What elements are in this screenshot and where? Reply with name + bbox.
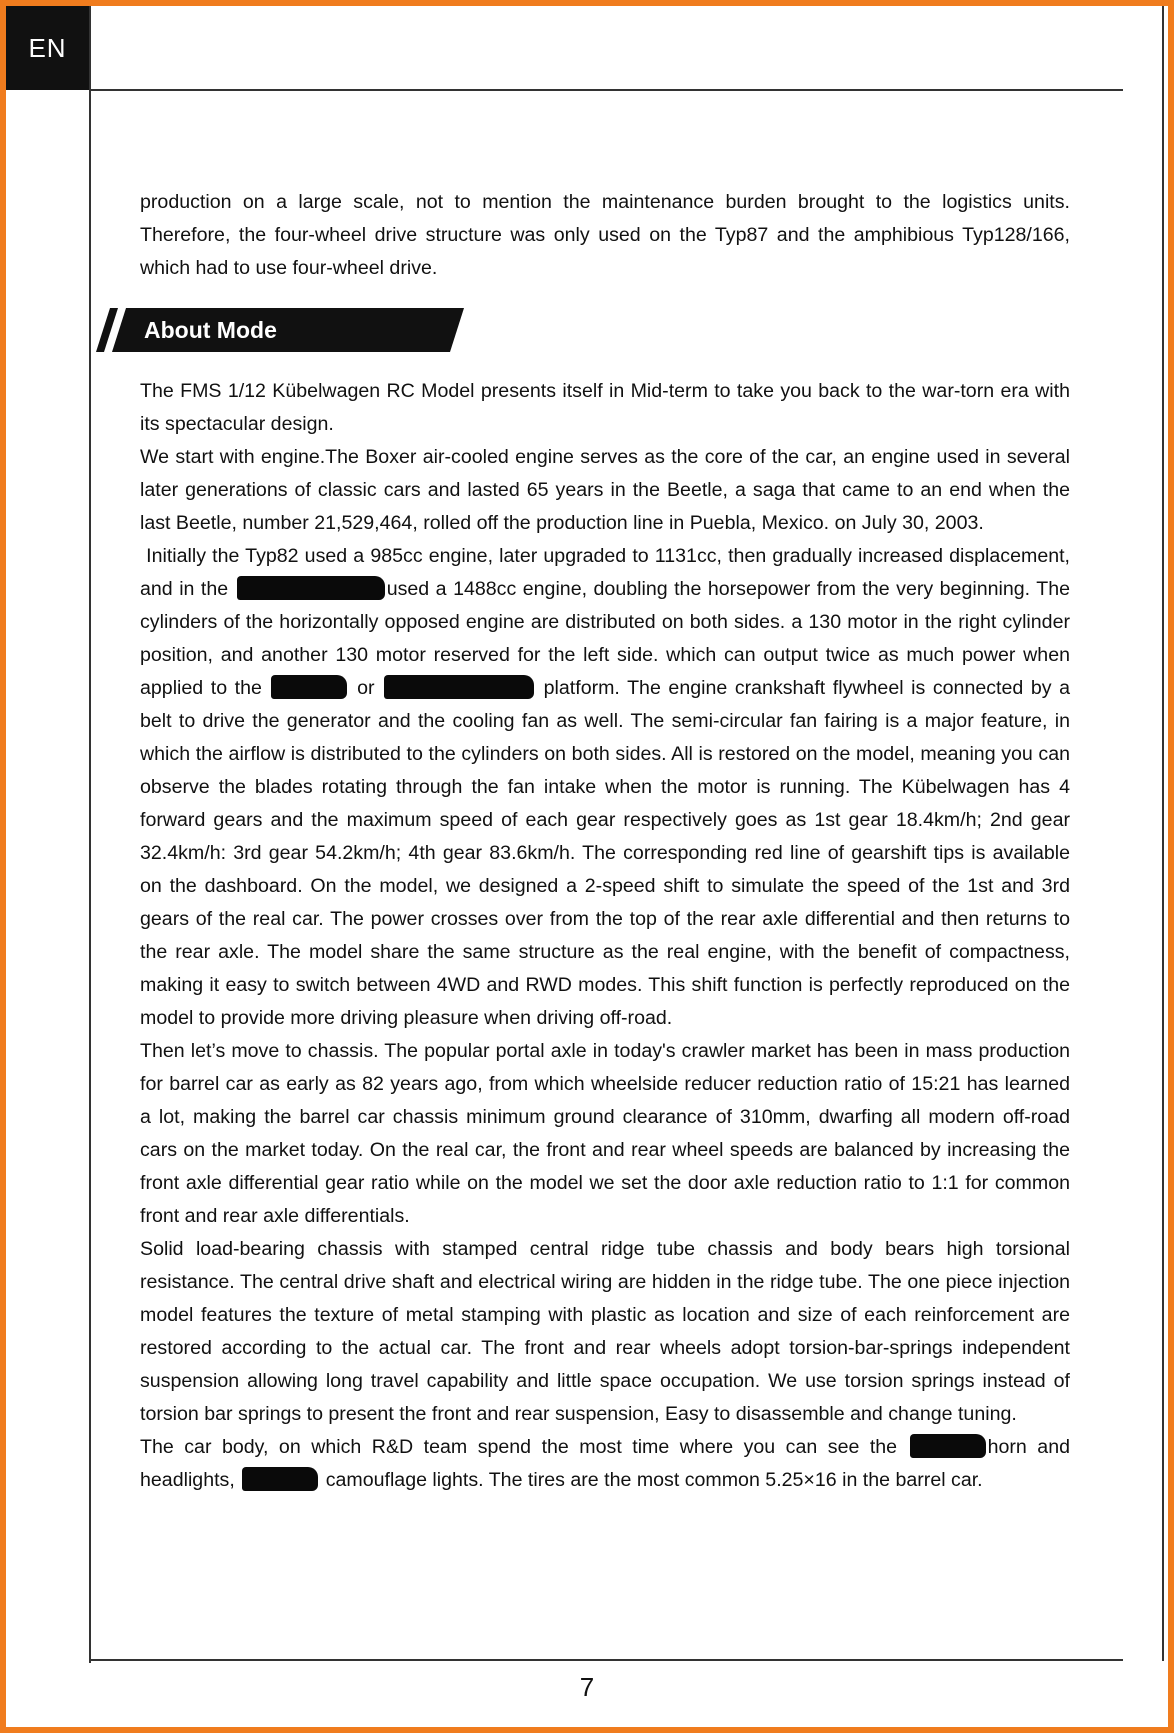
text-run: The car body, on which R&D team spend the most time where you can see the (140, 1436, 898, 1458)
redaction-mark (237, 576, 385, 600)
text-run: camouflage lights. The tires are the most common 5.25×16 in the barrel car. (325, 1469, 983, 1491)
text-run: platform. The engine crankshaft flywheel is connected by a belt to drive the generator and the cooling fan as well. The semi-circular fan fairing is a major feature, in which the airflow is distributed to the cylinders on both sides. All is restored on the model, meaning you can observe the blades rotating through the fan intake when the motor is running. The Kübelwagen has 4 forward gears and the maximum speed of each gear respectively goes as 1st gear 18.4km/h; 2nd gear 32.4km/h: 3rd gear 54.2km/h; 4th gear 83.6km/h. The corresponding red line of gearshift tips is available on the dashboard. On the model, we designed a 2-speed shift to simulate the speed of the 1st and 3rd gears of the real car. The power crosses over from the top of the rear axle differential and then returns to the rear axle. The model share the same structure as the real engine, with the benefit of compactness, making it easy to switch between 4WD and RWD modes. This shift function is perfectly reproduced on the model to provide more driving pleasure when driving off-road. (140, 677, 1070, 1029)
body-paragraph: Then let’s move to chassis. The popular portal axle in today's crawler market has been in mass production for barrel car as early as 82 years ago, from which wheelside reducer reduction ratio of 15:21 has learned a lot, making the barrel car chassis minimum ground clearance of 310mm, dwarfing all modern off-road cars on the market today. On the real car, the front and rear wheel speeds are balanced by increasing the front axle differential gear ratio while on the model we set the door axle reduction ratio to 1:1 for common front and rear axle differentials. (140, 1040, 1070, 1227)
redaction-mark (384, 675, 534, 699)
body-paragraph (140, 540, 1070, 1035)
language-tab: EN (6, 6, 89, 90)
header-rule (89, 89, 1123, 91)
page-number: 7 (579, 1672, 595, 1702)
left-rule (89, 6, 91, 1663)
redaction-mark (242, 1467, 318, 1491)
body-paragraph: Solid load-bearing chassis with stamped central ridge tube chassis and body bears high torsional resistance. The central drive shaft and electrical wiring are hidden in the ridge tube. The one piece injection model features the texture of metal stamping with plastic as location and size of each reinforcement are restored according to the actual car. The front and rear wheels adopt torsion-bar-springs independent suspension allowing long travel capability and little space occupation. We use torsion springs instead of torsion bar springs to present the front and rear suspension, Easy to disassemble and change tuning. (140, 1238, 1070, 1425)
section-heading (96, 308, 464, 352)
text-run: used a 1488cc engine, doubling the horsepower from the very beginning. The cylinders of the horizontally opposed engine are distributed on both sides. a 130 motor in the right cylinder position, and another 130 motor reserved for the left side. which can output twice as much power when applied to the (140, 578, 1070, 699)
body-paragraph (140, 1431, 1070, 1497)
redaction-mark (910, 1434, 986, 1458)
body-text (140, 375, 1070, 1497)
intro-paragraph: production on a large scale, not to mention the maintenance burden brought to the logistics units. Therefore, the four-wheel drive structure was only used on the Typ87 and the amphibious Typ128/166, which had to use four-wheel drive. (140, 191, 1070, 279)
text-run: Initially the Typ82 used a 985cc engine, later upgraded to 1131cc, then gradually increased displacement, and in the (140, 545, 1070, 600)
text-run: or (357, 677, 375, 699)
body-paragraph: The FMS 1/12 Kübelwagen RC Model presents itself in Mid-term to take you back to the war-torn era with its spectacular design. (140, 380, 1070, 435)
body-paragraph: We start with engine.The Boxer air-cooled engine serves as the core of the car, an engine used in several later generations of classic cars and lasted 65 years in the Beetle, a saga that came to an end when the last Beetle, number 21,529,464, rolled off the production line in Puebla, Mexico. on July 30, 2003. (140, 446, 1070, 534)
footer-rule (89, 1659, 1123, 1661)
section-heading-label: About Mode (144, 317, 277, 343)
text-run: horn and headlights, (140, 1436, 1070, 1491)
right-rule (1162, 6, 1164, 1661)
redaction-mark (271, 675, 347, 699)
